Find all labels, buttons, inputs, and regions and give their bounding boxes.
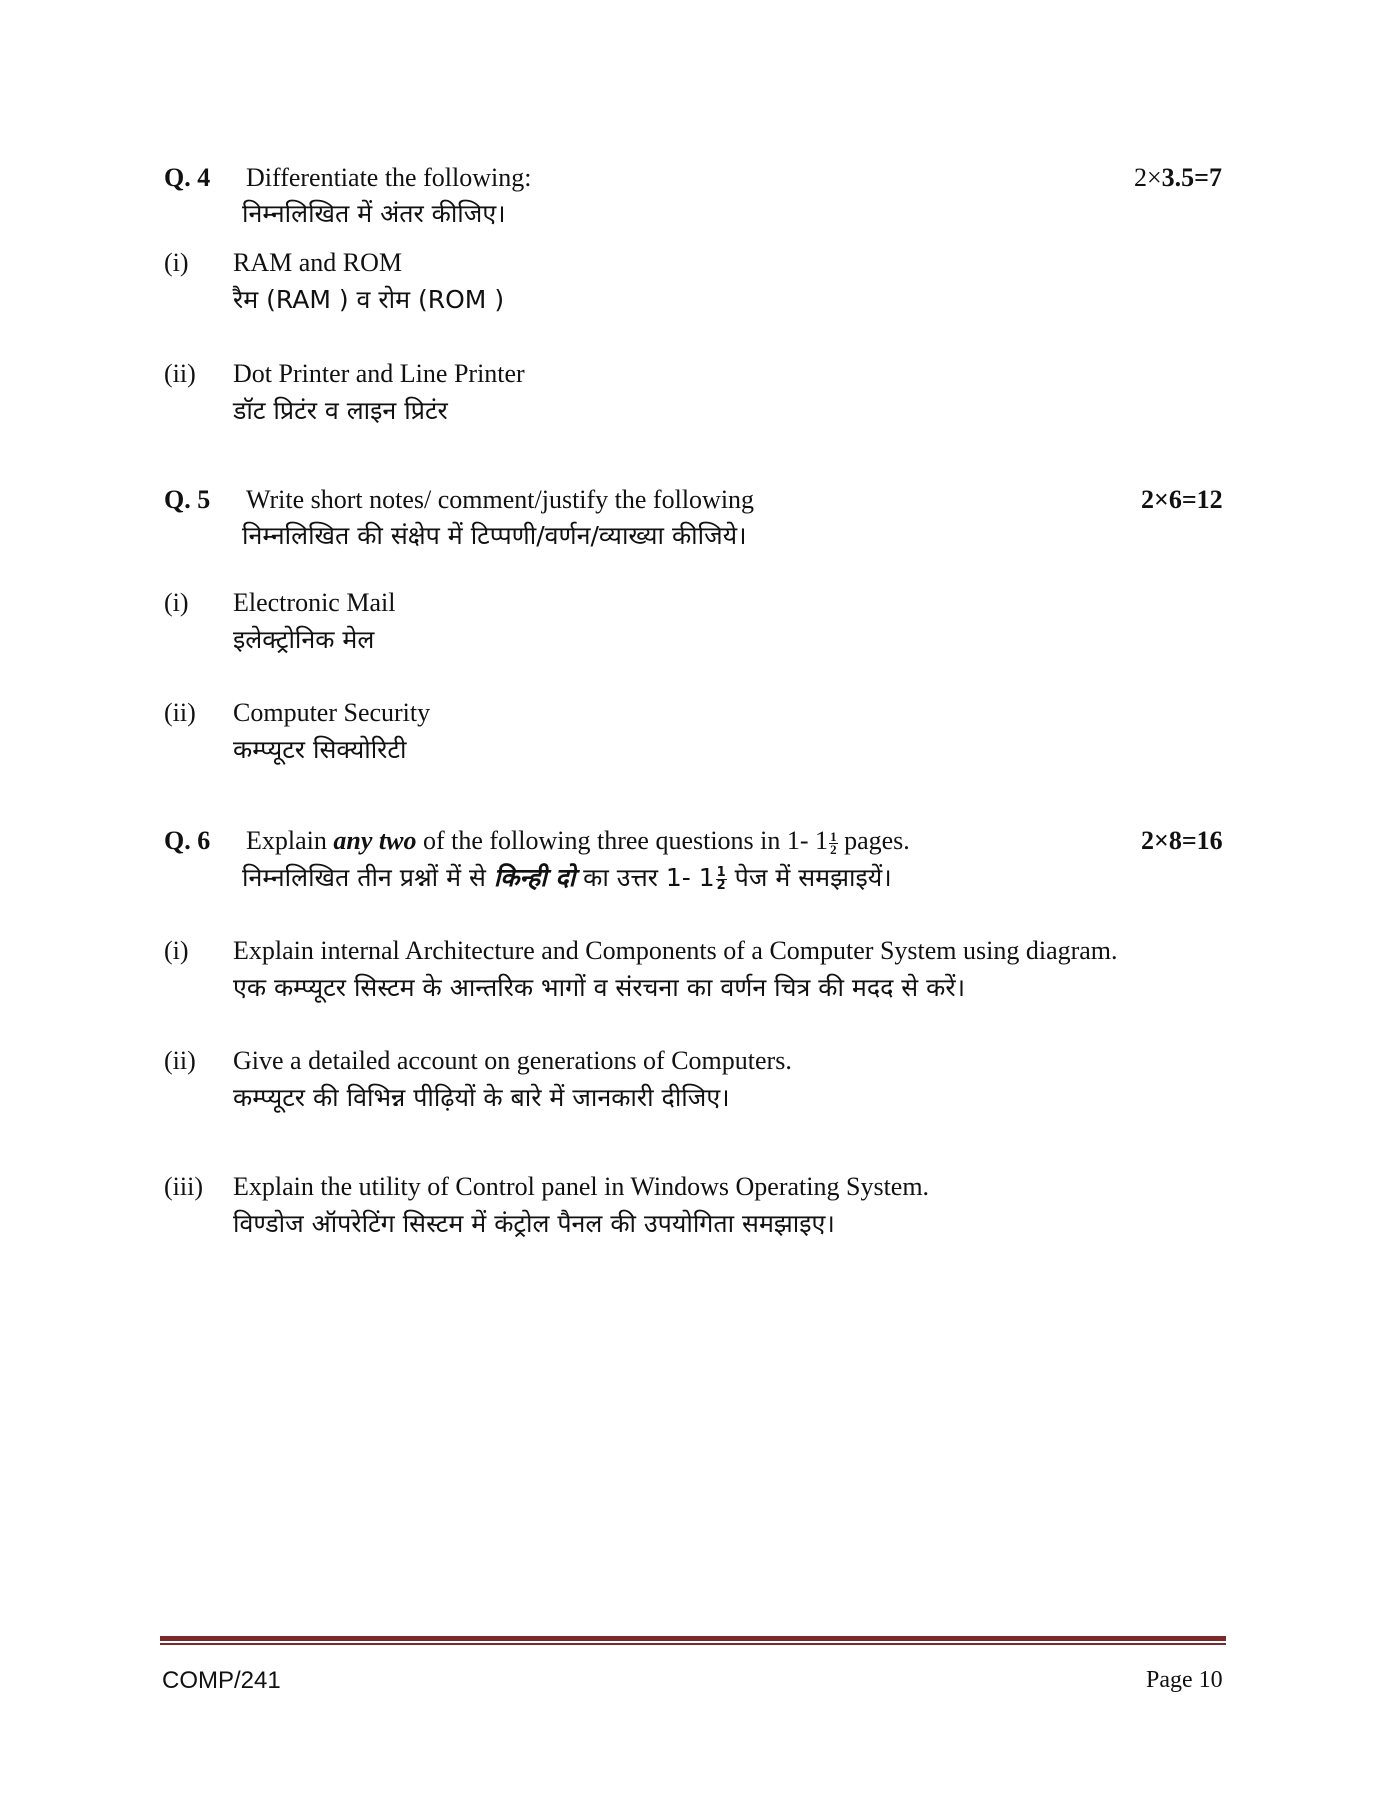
q6-item-3-en: Explain the utility of Control panel in Windows Operating System. — [233, 1172, 930, 1201]
footer-page-number: Page 10 — [1146, 1667, 1223, 1693]
q4-marks: 2×3.5=7 — [1134, 163, 1222, 192]
q6-fraction-hi: $\frac{1}{2}$ — [716, 864, 726, 893]
q4-item-1-label: (i) — [164, 248, 189, 277]
q5-item-1-label: (i) — [164, 588, 189, 617]
q6-marks: 2×8=16 — [1141, 826, 1223, 855]
q5-item-2-en: Computer Security — [233, 698, 431, 727]
q6-item-2-en: Give a detailed account on generations of Computers. — [233, 1046, 792, 1075]
q4-prompt-en: Differentiate the following: — [246, 163, 532, 192]
q4-item-2-hi: डॉट प्रिटंर व लाइन प्रिटंर — [233, 396, 448, 425]
q6-number: Q. 6 — [164, 826, 211, 855]
q4-prompt-hi: निम्नलिखित में अंतर कीजिए। — [242, 199, 506, 228]
q6-prompt-en: Explain any two of the following three questions in 1- 1 $\frac{1}{2}$ pages. — [246, 826, 910, 857]
q4-item-2-en: Dot Printer and Line Printer — [233, 359, 525, 388]
q6-item-3-hi: विण्डोज ऑपरेटिंग सिस्टम में कंट्रोल पैनल की उपयोगिता समझाइए। — [233, 1209, 835, 1238]
q6-fraction-en: $\frac{1}{2}$ — [830, 828, 837, 857]
q6-item-1-label: (i) — [164, 936, 189, 965]
q4-number: Q. 4 — [164, 163, 211, 192]
footer-course-code: COMP/241 — [162, 1667, 281, 1694]
footer-rule-thick — [160, 1636, 1226, 1641]
q4-item-1-en: RAM and ROM — [233, 248, 403, 277]
q4-item-2-label: (ii) — [164, 359, 196, 388]
q5-prompt-en: Write short notes/ comment/justify the following — [246, 485, 755, 514]
q6-prompt-hi: निम्नलिखित तीन प्रश्नों में से किन्ही दो का उत्तर 1- 1 $\frac{1}{2}$ पेज में समझाइयें। — [242, 863, 892, 893]
q6-item-2-label: (ii) — [164, 1046, 196, 1075]
q5-item-1-en: Electronic Mail — [233, 588, 396, 617]
q5-number: Q. 5 — [164, 485, 211, 514]
q6-item-2-hi: कम्प्यूटर की विभिन्न पीढ़ियों के बारे में जानकारी दीजिए। — [233, 1083, 730, 1112]
q5-marks: 2×6=12 — [1141, 485, 1223, 514]
q5-item-2-label: (ii) — [164, 698, 196, 727]
q4-item-1-hi: रैम (RAM ) व रोम (ROM ) — [233, 285, 505, 314]
q6-item-1-hi: एक कम्प्यूटर सिस्टम के आन्तरिक भागों व संरचना का वर्णन चित्र की मदद से करें। — [233, 973, 966, 1002]
q6-item-1-en: Explain internal Architecture and Components of a Computer System using diagram. — [233, 936, 1118, 965]
q5-prompt-hi: निम्नलिखित की संक्षेप में टिप्पणी/वर्णन/व्याख्या कीजिये। — [242, 521, 747, 550]
q6-item-3-label: (iii) — [164, 1172, 203, 1201]
q5-item-1-hi: इलेक्ट्रोनिक मेल — [233, 625, 375, 654]
q5-item-2-hi: कम्प्यूटर सिक्योरिटी — [233, 735, 407, 764]
footer-rule-thin — [160, 1643, 1226, 1645]
